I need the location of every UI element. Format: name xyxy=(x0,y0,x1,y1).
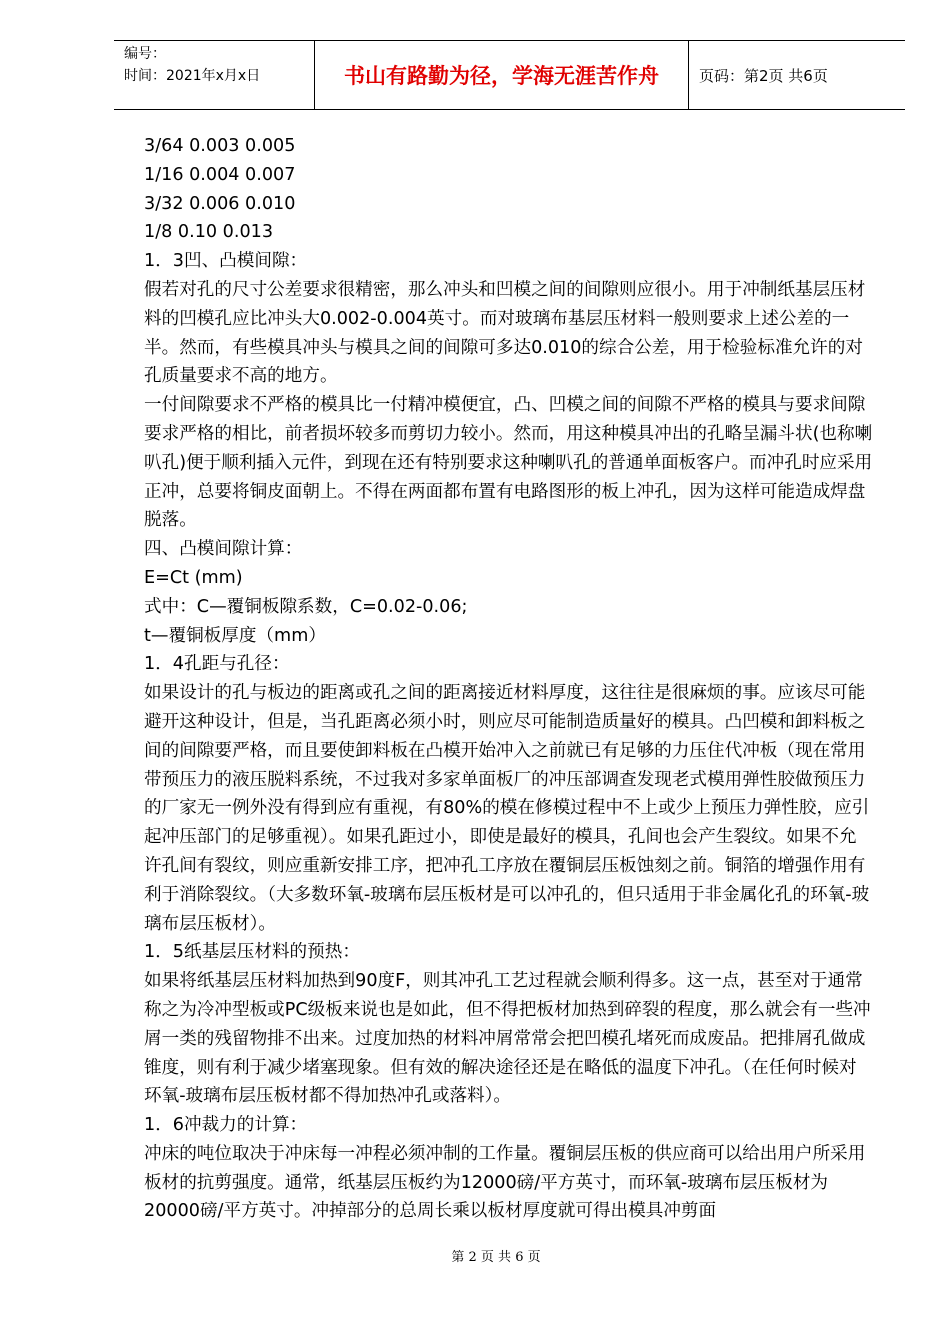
body-paragraph: 式中：C—覆铜板隙系数，C=0.02-0.06; xyxy=(144,596,468,617)
body-paragraph: 一付间隙要求不严格的模具比一付精冲模便宜，凸、凹模之间的间隙不严格的模具与要求间隙要求严格的相比，前者损坏较多而剪切力较小。然而，用这种模具冲出的孔略呈漏斗状(也称喇叭孔)便于顺利插入元件，到现在还有特别要求这种喇叭孔的普通单面板客户。而冲孔时应采用正冲，总要将铜皮面朝上。不得在两面都布置有电路图形的板上冲孔，因为这样可能造成焊盘脱落。 xyxy=(144,395,873,531)
section-heading: 1．4孔距与孔径： xyxy=(144,654,290,675)
document-body xyxy=(144,132,874,1226)
section-heading: 1．6冲裁力的计算： xyxy=(144,1115,308,1136)
body-paragraph: 冲床的吨位取决于冲床每一冲程必须冲制的工作量。覆铜层压板的供应商可以给出用户所采用板材的抗剪强度。通常，纸基层压板约为12000磅/平方英寸，而环氧-玻璃布层压板材为20000磅/平方英寸。冲掉部分的总周长乘以板材厚度就可得出模具冲剪面 xyxy=(144,1143,866,1222)
section-heading: 1．5纸基层压材料的预热： xyxy=(144,942,360,963)
formula: E=Ct (mm) xyxy=(144,567,243,588)
body-paragraph: 3/64 0.003 0.005 xyxy=(144,136,296,156)
section-heading: 四、凸模间隙计算： xyxy=(144,539,303,560)
document-time-label: 时间：2021年x月x日 xyxy=(124,68,261,84)
header-motto: 书山有路勤为径，学海无涯苦作舟 xyxy=(315,41,689,109)
header-meta xyxy=(114,41,315,109)
body-paragraph: 3/32 0.006 0.010 xyxy=(144,193,296,214)
body-paragraph: 如果设计的孔与板边的距离或孔之间的距离接近材料厚度，这往往是很麻烦的事。应该尽可能避开这种设计，但是，当孔距离必须小时，则应尽可能制造质量好的模具。凸凹模和卸料板之间的间隙要严格，而且要使卸料板在凸模开始冲入之前就已有足够的力压住代冲板（现在常用带预压力的液压脱料系统，不过我对多家单面板厂的冲压部调查发现老式模用弹性胶做预压力的厂家无一例外没有得到应有重视，有80%的模在修模过程中不上或少上预压力弹性胶，应引起冲压部门的足够重视）。如果孔距过小，即使是最好的模具，孔间也会产生裂纹。如果不允许孔间有裂纹，则应重新安排工序，把冲孔工序放在覆铜层压板蚀刻之前。铜箔的增强作用有利于消除裂纹。（大多数环氧-玻璃布层压板材是可以冲孔的，但只适用于非金属化孔的环氧-玻璃布层压板材）。 xyxy=(144,683,870,934)
body-paragraph: 1/16 0.004 0.007 xyxy=(144,164,296,185)
body-paragraph: 假若对孔的尺寸公差要求很精密，那么冲头和凹模之间的间隙则应很小。用于冲制纸基层压材料的凹模孔应比冲头大0.002-0.004英寸。而对玻璃布基层压材料一般则要求上述公差的一半。然而，有些模具冲头与模具之间的间隙可多达0.010的综合公差，用于检验标准允许的对孔质量要求不高的地方。 xyxy=(144,279,866,387)
section-heading: 1．3凹、凸模间隙： xyxy=(144,251,308,272)
document-number-label: 编号： xyxy=(124,46,166,62)
body-paragraph: 1/8 0.10 0.013 xyxy=(144,222,274,243)
body-paragraph: t—覆铜板厚度（mm） xyxy=(144,625,326,646)
body-paragraph: 如果将纸基层压材料加热到90度F，则其冲孔工艺过程就会顺利得多。这一点，甚至对于通常称之为冷冲型板或PC级板来说也是如此，但不得把板材加热到碎裂的程度，那么就会有一些冲屑一类的残留物排不出来。过度加热的材料冲屑常常会把凹模孔堵死而成废品。把排屑孔做成锥度，则有利于减少堵塞现象。但有效的解决途径还是在略低的温度下冲孔。（在任何时候对环氧-玻璃布层压板材都不得加热冲孔或落料）。 xyxy=(144,971,871,1107)
page-footer: 第 2 页 共 6 页 xyxy=(451,1250,541,1265)
page-header xyxy=(114,40,905,110)
header-page-info: 页码：第2页 共6页 xyxy=(699,66,828,85)
